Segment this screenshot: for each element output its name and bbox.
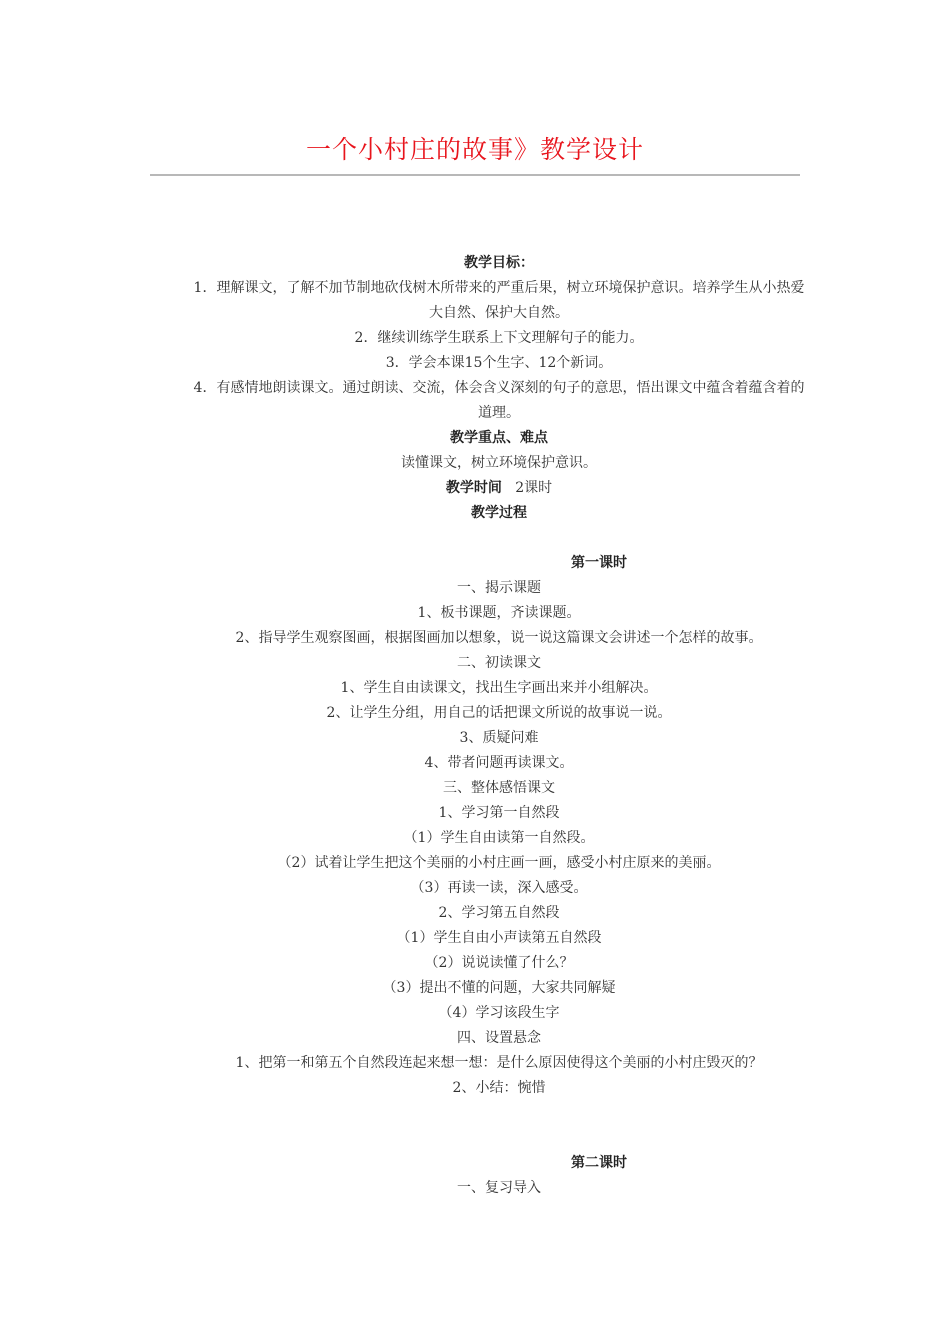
objective-item-1: 1．理解课文，了解不加节制地砍伐树木所带来的严重后果，树立环境保护意识。培养学生从小热爱大自然、保护大自然。 xyxy=(193,280,805,321)
lesson2-line: 一、复习导入 xyxy=(457,1180,541,1196)
lesson1-content xyxy=(188,576,810,1101)
lesson1-line: 1、把第一和第五个自然段连起来想一想：是什么原因使得这个美丽的小村庄毁灭的？ xyxy=(235,1055,763,1071)
teaching-time-value: 2课时 xyxy=(515,480,553,496)
lesson1-line: （1）学生自由读第一自然段。 xyxy=(403,830,595,846)
lesson1-line: 4、带者问题再读课文。 xyxy=(424,755,574,771)
lesson1-line: 一、揭示课题 xyxy=(457,580,541,596)
lesson2-content xyxy=(188,1176,810,1201)
objective-item-4: 4．有感情地朗读课文。通过朗读、交流，体会含义深刻的句子的意思，悟出课文中蕴含着蕴含着的道理。 xyxy=(193,380,805,421)
lesson1-line: 二、初读课文 xyxy=(457,655,541,671)
lesson1-line: 三、整体感悟课文 xyxy=(443,780,555,796)
document-title: 一个小村庄的故事》教学设计 xyxy=(305,135,644,164)
lesson1-line: 四、设置悬念 xyxy=(457,1030,541,1046)
lesson1-line: （4）学习该段生字 xyxy=(438,1005,560,1021)
teaching-time xyxy=(188,476,810,501)
document-body xyxy=(188,251,810,1201)
lesson1-line: （3）再读一读，深入感受。 xyxy=(410,880,588,896)
lesson1-line: 1、学生自由读课文，找出生字画出来并小组解决。 xyxy=(340,680,658,696)
lesson1-line: 1、板书课题，齐读课题。 xyxy=(417,605,581,621)
lesson1-line: （2）试着让学生把这个美丽的小村庄画一画，感受小村庄原来的美丽。 xyxy=(277,855,721,871)
title-divider xyxy=(150,174,800,176)
lesson1-line: 3、质疑问难 xyxy=(459,730,539,746)
key-points-heading: 教学重点、难点 xyxy=(450,430,548,446)
key-points-text: 读懂课文，树立环境保护意识。 xyxy=(401,455,597,471)
objective-item-3: 3．学会本课15个生字、12个新词。 xyxy=(385,355,613,371)
lesson1-line: （3）提出不懂的问题，大家共同解疑 xyxy=(382,980,616,996)
lesson1-line: 2、小结：惋惜 xyxy=(452,1080,546,1096)
objectives-heading: 教学目标： xyxy=(464,255,534,271)
process-heading: 教学过程 xyxy=(471,505,527,521)
teaching-time-label: 教学时间 xyxy=(445,480,502,496)
lesson1-line: 2、指导学生观察图画，根据图画加以想象，说一说这篇课文会讲述一个怎样的故事。 xyxy=(235,630,763,646)
lesson2-heading: 第二课时 xyxy=(571,1155,627,1171)
objective-item-2: 2．继续训练学生联系上下文理解句子的能力。 xyxy=(354,330,644,346)
lesson1-line: 2、让学生分组，用自己的话把课文所说的故事说一说。 xyxy=(326,705,672,721)
lesson1-heading: 第一课时 xyxy=(571,555,627,571)
lesson1-line: （1）学生自由小声读第五自然段 xyxy=(396,930,602,946)
lesson1-line: （2）说说读懂了什么？ xyxy=(424,955,574,971)
lesson1-line: 1、学习第一自然段 xyxy=(438,805,560,821)
lesson1-line: 2、学习第五自然段 xyxy=(438,905,560,921)
